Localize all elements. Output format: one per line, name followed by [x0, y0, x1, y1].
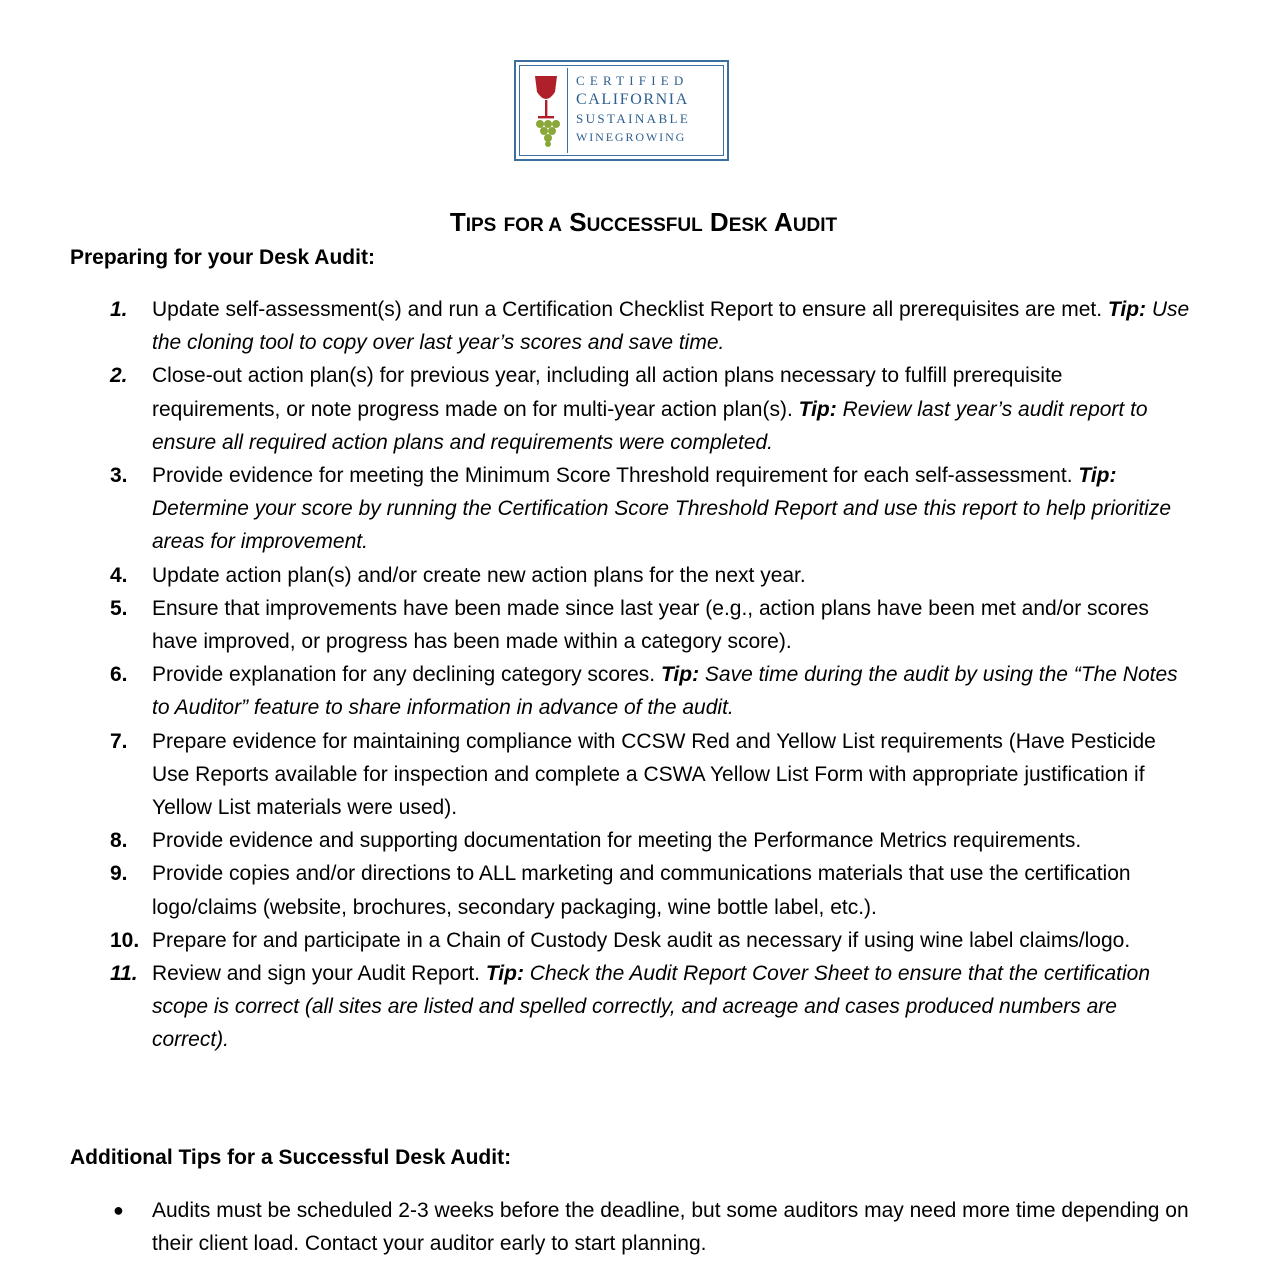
list-item: 5. Ensure that improvements have been made since last year (e.g., action plans have been met and/or scores have improved, or progress has been made within a category score).	[110, 592, 1190, 658]
step-number: 10.	[110, 928, 140, 952]
list-item: 9. Provide copies and/or directions to ALL marketing and communications materials that use the certification logo/claims (website, brochures, secondary packaging, wine bottle label, etc.).	[110, 857, 1190, 923]
list-item: 2. Close-out action plan(s) for previous year, including all action plans necessary to fulfill prerequisite requirements, or note progress made on for multi-year action plan(s). Tip: Review last year’s audit report to ensure all required action plans and requirements were completed.	[110, 359, 1190, 459]
list-item: 6. Provide explanation for any declining category scores. Tip: Save time during the audit by using the “The Notes to Auditor” feature to share information in advance of the audit.	[110, 658, 1190, 724]
list-item: 10. Prepare for and participate in a Chain of Custody Desk audit as necessary if using wine label claims/logo.	[110, 924, 1190, 957]
list-item: 1. Update self-assessment(s) and run a Certification Checklist Report to ensure all prerequisites are met. Tip: Use the cloning tool to copy over last year’s scores and save time.	[110, 293, 1190, 359]
page-title: TIPS FOR A SUCCESSFUL DESK AUDIT	[449, 207, 838, 237]
logo-line-sustainable: SUSTAINABLE	[576, 111, 691, 126]
list-item: 3. Provide evidence for meeting the Minimum Score Threshold requirement for each self-assessment. Tip: Determine your score by running the Certification Score Threshold Report and use this report to help prioritize areas for improvement.	[110, 459, 1190, 559]
step-number: 8.	[110, 829, 128, 853]
logo-wordmark	[576, 71, 716, 147]
step-number: 2.	[110, 364, 128, 388]
list-item: 7. Prepare evidence for maintaining compliance with CCSW Red and Yellow List requirements (Have Pesticide Use Reports available for inspection and complete a CSWA Yellow List Form with appropriate justification if Yellow List materials were used).	[110, 725, 1190, 825]
logo-line-california: CALIFORNIA	[576, 91, 689, 108]
bullet-icon: ●	[113, 1200, 124, 1220]
list-item: 4. Update action plan(s) and/or create new action plans for the next year.	[110, 559, 1190, 592]
logo-line-certified: CERTIFIED	[576, 73, 689, 88]
additional-tips-list	[110, 1194, 1190, 1260]
logo-line-winegrowing: WINEGROWING	[576, 130, 687, 144]
certification-logo	[514, 60, 729, 161]
step-number: 9.	[110, 862, 128, 886]
step-number: 11.	[110, 962, 138, 986]
list-item: ● Audits must be scheduled 2-3 weeks before the deadline, but some auditors may need more time depending on their client load. Contact your auditor early to start planning.	[110, 1194, 1190, 1260]
list-item: 11. Review and sign your Audit Report. Tip: Check the Audit Report Cover Sheet to ensure that the certification scope is correct (all sites are listed and spelled correctly, and acreage and cases produced numbers are correct).	[110, 957, 1190, 1057]
step-number: 4.	[110, 563, 128, 587]
step-number: 6.	[110, 663, 128, 687]
wine-glass-grapes-icon	[528, 72, 564, 148]
step-number: 7.	[110, 729, 128, 753]
section-heading-additional-tips: Additional Tips for a Successful Desk Audit:	[70, 1146, 512, 1169]
step-number: 1.	[110, 298, 128, 321]
section-heading-preparing: Preparing for your Desk Audit:	[70, 246, 375, 269]
logo-divider	[567, 68, 568, 153]
list-item: 8. Provide evidence and supporting documentation for meeting the Performance Metrics requirements.	[110, 824, 1190, 857]
step-number: 5.	[110, 596, 128, 620]
step-number: 3.	[110, 464, 128, 488]
preparation-steps-list	[110, 293, 1190, 1057]
